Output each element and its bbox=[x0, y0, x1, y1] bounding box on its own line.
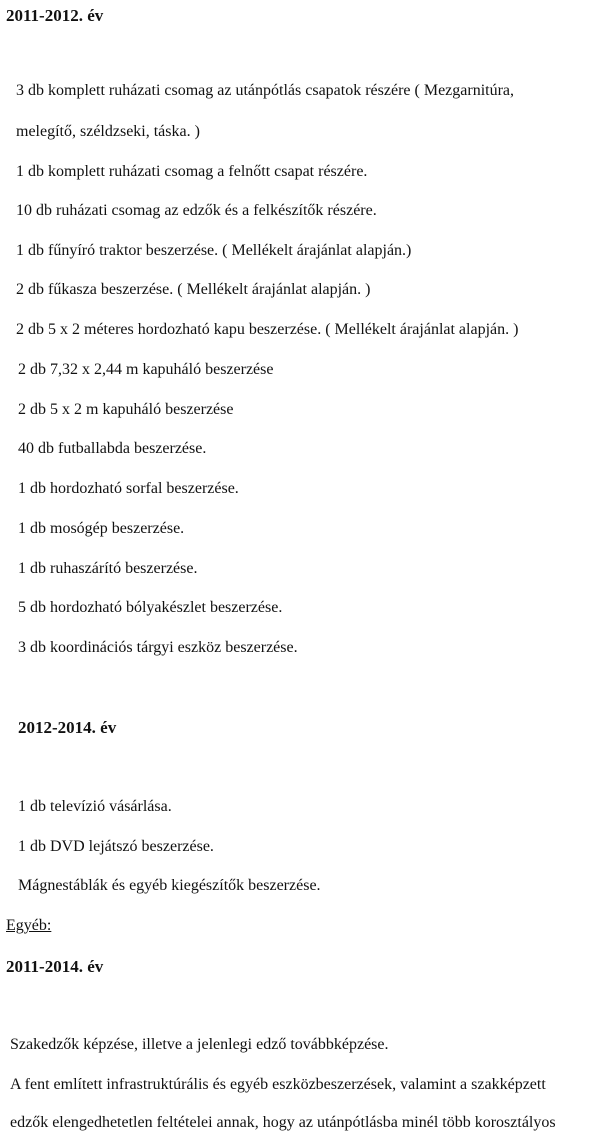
list-item: 2 db fűkasza beszerzése. ( Mellékelt árajánlat alapján. ) bbox=[16, 281, 371, 298]
list-item: 1 db ruhaszárító beszerzése. bbox=[18, 560, 198, 577]
list-item: 2 db 7,32 x 2,44 m kapuháló beszerzése bbox=[18, 361, 274, 378]
section-heading-2012-2014: 2012-2014. év bbox=[18, 718, 117, 737]
list-item: 1 db televízió vásárlása. bbox=[18, 798, 172, 815]
list-item: 3 db koordinációs tárgyi eszköz beszerzése. bbox=[18, 639, 298, 656]
list-item: 1 db komplett ruházati csomag a felnőtt csapat részére. bbox=[16, 163, 368, 180]
list-item: 40 db futballabda beszerzése. bbox=[18, 440, 207, 457]
list-item: melegítő, széldzseki, táska. ) bbox=[16, 123, 200, 140]
list-item: 3 db komplett ruházati csomag az utánpótlás csapatok részére ( Mezgarnitúra, bbox=[16, 82, 515, 99]
list-item: 1 db mosógép beszerzése. bbox=[18, 520, 185, 537]
section-heading-2011-2014: 2011-2014. év bbox=[6, 957, 104, 976]
list-item: 2 db 5 x 2 méteres hordozható kapu beszerzése. ( Mellékelt árajánlat alapján. ) bbox=[16, 321, 519, 338]
other-label: Egyéb: bbox=[6, 917, 52, 934]
list-item: 1 db fűnyíró traktor beszerzése. ( Mellékelt árajánlat alapján.) bbox=[16, 242, 412, 259]
paragraph-line: edzők elengedhetetlen feltételei annak, hogy az utánpótlásba minél több korosztályos bbox=[10, 1114, 556, 1131]
list-item: 1 db DVD lejátszó beszerzése. bbox=[18, 838, 214, 855]
list-item: 5 db hordozható bólyakészlet beszerzése. bbox=[18, 599, 283, 616]
section-heading-2011-2012: 2011-2012. év bbox=[6, 6, 104, 25]
paragraph-line: Szakedzők képzése, illetve a jelenlegi edző továbbképzése. bbox=[10, 1036, 389, 1053]
list-item: 1 db hordozható sorfal beszerzése. bbox=[18, 480, 239, 497]
list-item: Mágnestáblák és egyéb kiegészítők beszerzése. bbox=[18, 877, 321, 894]
list-item: 2 db 5 x 2 m kapuháló beszerzése bbox=[18, 401, 234, 418]
list-item: 10 db ruházati csomag az edzők és a felkészítők részére. bbox=[16, 202, 377, 219]
paragraph-line: A fent említett infrastruktúrális és egyéb eszközbeszerzések, valamint a szakképzett bbox=[10, 1076, 546, 1093]
